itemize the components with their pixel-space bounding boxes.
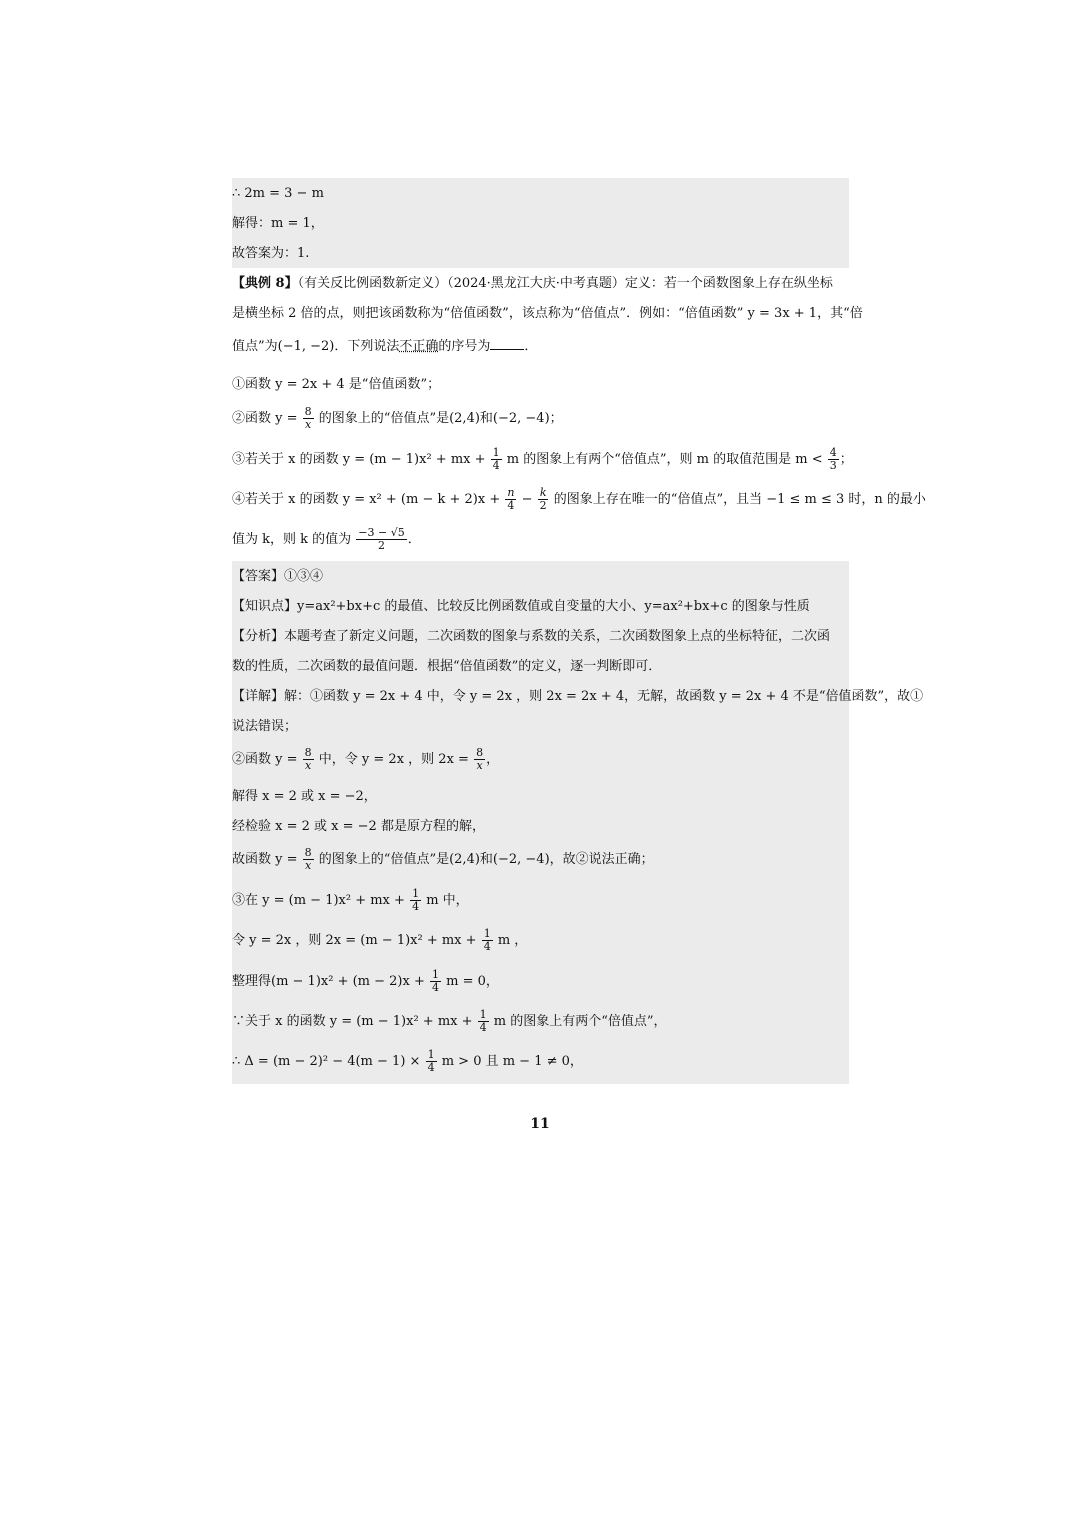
fraction — [474, 747, 485, 772]
numerator: 1 — [427, 1048, 435, 1061]
option-1: ①函数 y = 2x + 4 是“倍值函数”； — [232, 377, 441, 392]
denominator: 2 — [378, 539, 386, 552]
text-fragment: 的图象上存在唯一的“倍值点”，且当 −1 ≤ m ≤ 3 时，n 的最小 — [553, 492, 926, 507]
numerator: 8 — [304, 846, 312, 859]
text-fragment: m 的图象上有两个“倍值点”，则 m 的取值范围是 m < — [506, 452, 823, 467]
emphasis-text: 不正确 — [399, 339, 439, 354]
text-fragment: ∵关于 x 的函数 y = (m − 1)x² + mx + — [232, 1014, 473, 1029]
knowledge-point: 【知识点】y=ax²+bx+c 的最值、比较反比例函数值或自变量的大小、y=ax²+bx+c 的图象与性质 — [232, 599, 810, 614]
denominator: 2 — [539, 499, 547, 512]
detail-line: 说法错误； — [232, 719, 298, 734]
numerator: 1 — [479, 1008, 487, 1021]
numerator: 1 — [483, 927, 491, 940]
detail-line — [232, 886, 849, 916]
text-fragment: m > 0 且 m − 1 ≠ 0， — [441, 1054, 583, 1069]
denominator: 4 — [479, 1021, 487, 1034]
text-fragment: 整理得(m − 1)x² + (m − 2)x + — [232, 974, 425, 989]
detail-line — [232, 845, 849, 875]
numerator: 8 — [476, 746, 484, 759]
fraction — [430, 969, 441, 994]
text-fragment: ②函数 y = — [232, 752, 298, 767]
text-fragment: m = 0， — [446, 974, 499, 989]
option-3 — [232, 445, 853, 475]
text-fragment: ②函数 y = — [232, 411, 298, 426]
text-line: 解得：m = 1， — [232, 216, 324, 231]
fraction — [491, 447, 502, 472]
answer-blank — [490, 339, 524, 350]
denominator: x — [305, 759, 312, 772]
text-line: 故答案为：1. — [232, 246, 310, 261]
denominator: 4 — [483, 940, 491, 953]
text-fragment: 的图象上的“倍值点”是(2,4)和(−2, −4)； — [318, 411, 563, 426]
fraction — [505, 487, 516, 512]
text-fragment: ④若关于 x 的函数 y = x² + (m − k + 2)x + — [232, 492, 501, 507]
example-tag: 【典例 8】 — [232, 276, 298, 291]
fraction — [426, 1049, 437, 1074]
numerator: −3 − √5 — [358, 526, 405, 539]
numerator: 1 — [492, 446, 500, 459]
text-line: 是横坐标 2 倍的点，则把该函数称为“倍值函数”，该点称为“倍值点”．例如：“倍值函数” y = 3x + 1，其“倍 — [232, 306, 863, 321]
detail-line: 解得 x = 2 或 x = −2， — [232, 789, 377, 804]
detail-line: 【详解】解：①函数 y = 2x + 4 中，令 y = 2x ，则 2x = 2x + 4，无解，故函数 y = 2x + 4 不是“倍值函数”，故① — [232, 689, 924, 704]
fraction — [410, 888, 421, 913]
numerator: 4 — [829, 446, 837, 459]
example-title-text: （有关反比例函数新定义）（2024·黑龙江大庆·中考真题）定义：若一个函数图象上存在纵坐标 — [297, 276, 833, 291]
fraction — [478, 1009, 489, 1034]
numerator: 1 — [432, 968, 439, 981]
text-fragment: ． — [407, 532, 421, 547]
text-fragment: 值点”为(−1, −2)．下列说法 — [232, 339, 400, 354]
text-fragment: ③若关于 x 的函数 y = (m − 1)x² + mx + — [232, 452, 486, 467]
option-2 — [232, 404, 849, 434]
example-title — [232, 269, 849, 299]
text-line: ∴ 2m = 3 − m — [232, 186, 324, 201]
denominator: 4 — [492, 459, 500, 472]
denominator: x — [305, 859, 312, 872]
analysis-line: 数的性质，二次函数的最值问题．根据“倍值函数”的定义，逐一判断即可． — [232, 659, 662, 674]
text-fragment: m 中， — [426, 893, 469, 908]
detail-line — [232, 967, 849, 997]
numerator: 1 — [412, 887, 420, 900]
text-fragment: m 的图象上有两个“倍值点”， — [493, 1014, 667, 1029]
numerator: k — [539, 486, 547, 499]
fraction — [482, 928, 493, 953]
text-line — [232, 332, 849, 362]
numerator: n — [507, 486, 515, 499]
fraction — [538, 487, 549, 512]
page-number: 11 — [530, 1116, 550, 1132]
fraction — [356, 527, 406, 552]
numerator: 8 — [304, 405, 312, 418]
fraction — [303, 847, 314, 872]
denominator: 4 — [507, 499, 515, 512]
analysis-line: 【分析】本题考查了新定义问题，二次函数的图象与系数的关系，二次函数图象上点的坐标特征，二次函 — [232, 629, 831, 644]
text-fragment: ． — [524, 339, 538, 354]
option-4-cont — [232, 525, 849, 555]
text-fragment: ③在 y = (m − 1)x² + mx + — [232, 893, 405, 908]
fraction — [828, 447, 839, 472]
text-fragment: 令 y = 2x ，则 2x = (m − 1)x² + mx + — [232, 933, 477, 948]
denominator: x — [476, 759, 483, 772]
detail-line — [232, 1007, 849, 1037]
denominator: x — [305, 418, 312, 431]
option-4 — [232, 485, 926, 515]
numerator: 8 — [304, 746, 312, 759]
text-fragment: 故函数 y = — [232, 852, 298, 867]
fraction — [303, 747, 314, 772]
text-fragment: 的序号为 — [438, 339, 491, 354]
text-fragment: ， — [486, 752, 500, 767]
text-fragment: − — [521, 492, 533, 507]
text-fragment: ； — [839, 452, 853, 467]
text-fragment: 值为 k，则 k 的值为 — [232, 532, 352, 547]
fraction — [303, 406, 314, 431]
answer-line: 【答案】①③④ — [232, 569, 324, 584]
denominator: 4 — [432, 981, 439, 994]
detail-line — [232, 745, 849, 775]
text-fragment: 中，令 y = 2x ，则 2x = — [318, 752, 469, 767]
detail-line — [232, 926, 849, 956]
detail-line — [232, 1047, 849, 1077]
denominator: 3 — [829, 459, 837, 472]
text-fragment: 的图象上的“倍值点”是(2,4)和(−2, −4)，故②说法正确； — [318, 852, 654, 867]
text-fragment: m ， — [497, 933, 528, 948]
denominator: 4 — [427, 1061, 435, 1074]
text-fragment: ∴ Δ = (m − 2)² − 4(m − 1) × — [232, 1054, 421, 1069]
denominator: 4 — [412, 900, 420, 913]
detail-line: 经检验 x = 2 或 x = −2 都是原方程的解， — [232, 819, 485, 834]
